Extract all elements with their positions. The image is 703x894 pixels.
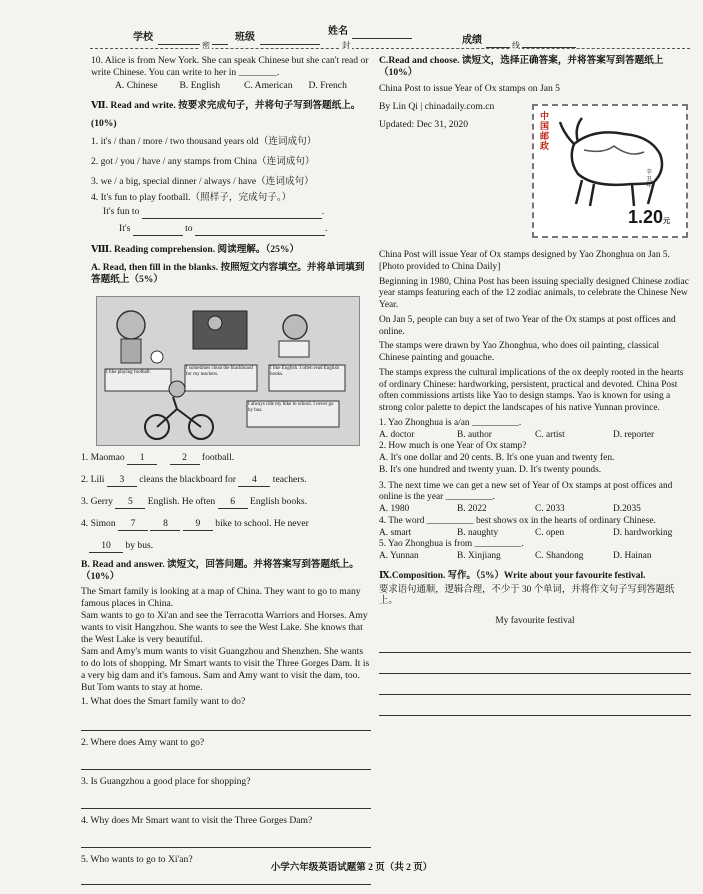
fun-prefix: It's fun to [103, 205, 140, 217]
comic-caption-1: I like playing football. [106, 370, 151, 375]
score-label: 成绩 [462, 35, 482, 46]
answer-line[interactable] [81, 833, 371, 848]
name-field[interactable] [352, 38, 412, 39]
answer-line[interactable] [81, 716, 371, 731]
article-paragraph: The stamps express the cultural implications of the ox deeply rooted in the hearts of ordinary Chinese: hardworking, persistent, practical and devoted. China Post often commissions artists like Yao to design stamps. Yao is known for using a strong color palette to depict the landscapes of his native Yunnan province. [379, 367, 684, 413]
article-updated: Updated: Dec 31, 2020 [379, 118, 468, 130]
fill-item-mid: cleans the blackboard for [139, 473, 236, 485]
option[interactable]: C. Shandong [535, 551, 584, 561]
fill-item-1 [81, 452, 371, 465]
comic-illustration [96, 296, 360, 446]
fill-item-post: English books. [250, 495, 308, 507]
blank-4[interactable]: 4 [238, 474, 270, 487]
option[interactable]: D. reporter [613, 429, 655, 440]
fill-item-4 [81, 518, 371, 531]
fill-item-post: bike to school. He never [215, 517, 309, 529]
seal-char-2: 封 [342, 41, 350, 50]
blank-2[interactable]: 2 [170, 452, 200, 465]
passage-paragraph: Sam wants to go to Xi'an and see the Terracotta Warriors and Horses. Amy wants to visit Hangzhou. She wants to see the West Lake. She knows that the West Lake is very beautiful. [81, 609, 368, 645]
page-footer: 小学六年级英语试题第 2 页（共 2 页） [270, 863, 433, 873]
composition-line[interactable] [379, 638, 691, 653]
blank-10[interactable]: 10 [89, 540, 123, 553]
fill-item-pre: 3. Gerry [81, 495, 113, 507]
mc-question-2: 2. How much is one Year of Ox stamp? [379, 441, 527, 452]
stamp-name: 辛丑年 [646, 170, 653, 190]
blank-5[interactable]: 5 [115, 496, 145, 509]
blank-3[interactable]: 3 [107, 474, 137, 487]
mc-question-4: 4. The word __________ best shows ox in the hearts of ordinary Chinese. [379, 515, 656, 526]
class-label: 班级 [235, 32, 255, 43]
comic-caption-3: I like English. I often read English books. [270, 366, 340, 377]
option[interactable]: D. French [308, 79, 347, 91]
option[interactable]: A. smart [379, 527, 412, 538]
answer-line[interactable] [81, 794, 371, 809]
option[interactable]: B. 2022 [457, 504, 487, 514]
question: 2. Where does Amy want to go? [81, 736, 205, 748]
left-column [91, 55, 373, 286]
fill-blanks [81, 452, 371, 887]
answer-line[interactable] [81, 755, 371, 770]
mc-options-2a[interactable]: A. It's one dollar and 20 cents. B. It's one yuan and twenty fen. [379, 453, 615, 463]
option[interactable]: B. author [457, 429, 492, 440]
question: 3. Is Guangzhou a good place for shopping? [81, 775, 251, 787]
stamp-price-unit: 元 [663, 218, 671, 225]
question-10: 10. Alice is from New York. She can speak Chinese but she can't read or write Chinese. You can write to her in ________. [91, 55, 369, 78]
section-b-title: B. Read and answer. 读短文，回答问题。并将答案写到答题纸上。（10%） [81, 558, 359, 582]
option[interactable]: C. 2033 [535, 504, 565, 514]
comic-caption-2: I sometimes clean the blackboard for my teachers. [186, 366, 253, 377]
passage-paragraph: The Smart family is looking at a map of China. They want to go to many famous places in China. [81, 585, 361, 609]
option[interactable]: C. open [535, 527, 565, 538]
comic-caption-4: I always ride my bike to school. I never go by bus. [248, 402, 334, 413]
section-9-title: Ⅸ.Composition. 写作。（5%）Write about your favourite festival. [379, 570, 646, 581]
seal-char-3: 线 [512, 41, 520, 50]
option[interactable]: C. artist [535, 429, 565, 440]
mc-question-3: 3. The next time we can get a new set of Year of Ox stamps at post offices and online is the year __________. [379, 480, 673, 503]
fun-answer-blank[interactable] [142, 206, 322, 219]
fill-item-2 [81, 474, 371, 487]
ox-stamp-image [532, 104, 688, 238]
seal-line [90, 41, 690, 52]
ox-drawing [554, 114, 678, 212]
section-7-item: 1. it's / than / more / two thousand years old（连词成句） [91, 135, 317, 147]
section-7-item: 3. we / a big, special dinner / always / have（连词成句） [91, 175, 314, 187]
option[interactable]: D.2035 [613, 504, 641, 514]
option[interactable]: A. Chinese [115, 79, 158, 91]
stamp-price-value: 1.20 [628, 207, 664, 227]
option[interactable]: A. 1980 [379, 504, 410, 514]
mc-options-5 [379, 551, 691, 563]
blank-6[interactable]: 6 [218, 496, 248, 509]
article-body [379, 250, 691, 718]
its-to: to [185, 222, 193, 234]
question: 5. Who wants to go to Xi'an? [81, 853, 193, 865]
school-label: 学校 [133, 32, 153, 43]
its-blank-1[interactable] [133, 223, 183, 236]
section-8-title: Ⅷ. Reading comprehension. 阅读理解。（25%） [91, 243, 300, 255]
composition-line[interactable] [379, 680, 691, 695]
article-paragraph: China Post will issue Year of Ox stamps designed by Yao Zhonghua on Jan 5. [Photo provided to China Daily] [379, 250, 670, 272]
fill-item-post: by bus. [125, 539, 154, 551]
question: 4. Why does Mr Smart want to visit the Three Gorges Dam? [81, 814, 313, 826]
fill-item-post: football. [201, 452, 235, 463]
fill-item-pre: 1. Maomao [81, 452, 125, 463]
fill-item-5 [81, 540, 371, 553]
passage-paragraph: Sam and Amy's mum wants to visit Guangzhou and Shenzhen. She wants to do lots of shopping. Mr Smart wants to visit the Three Gorges Dam. It is a very big dam and it's famous. Sam and Amy want to visit the dam, too. But Tom wants to stay at home. [81, 645, 370, 693]
section-7-item: 4. It's fun to play football.（照样子，完成句子。） [91, 191, 292, 203]
option[interactable]: C. American [244, 79, 293, 91]
mc-question-5: 5. Yao Zhonghua is from __________. [379, 539, 524, 550]
fill-item-post: teachers. [272, 473, 307, 485]
composition-line[interactable] [379, 659, 691, 674]
article-byline: By Lin Qi | chinadaily.com.cn [379, 100, 495, 112]
fill-item-pre: 4. Simon [81, 517, 116, 529]
section-7-title: Ⅶ. Read and write. 按要求完成句子，并将句子写到答题纸上。 [91, 99, 361, 111]
stamp-price [628, 206, 670, 229]
article-paragraph: Beginning in 1980, China Post has been issuing specially designed Chinese zodiac year stamps featuring each of the 12 zodiac animals, to celebrate the Chinese New Year. [379, 276, 689, 310]
seal-char-1: 密 [202, 41, 210, 50]
article-paragraph: On Jan 5, people can buy a set of two Year of the Ox stamps at post offices and online. [379, 314, 676, 337]
option[interactable]: A. doctor [379, 429, 415, 440]
fill-item-pre: 2. Lili [81, 473, 105, 485]
fill-item-mid: English. He often [147, 495, 216, 507]
option[interactable]: B. English [179, 79, 221, 91]
section-c-title: C.Read and choose. 读短文，选择正确答案，并将答案写到答题纸上（10%） [379, 55, 664, 78]
its-sentence: It's to . [119, 222, 328, 234]
mc-options-4 [379, 528, 691, 540]
section-a-title: A. Read, then fill in the blanks. 按照短文内容填空。并将单词填到答题纸上（5%） [91, 261, 365, 285]
stamp-country: 中国邮政 [540, 111, 550, 151]
option[interactable]: B. naughty [457, 527, 499, 538]
article-headline: China Post to issue Year of Ox stamps on Jan 5 [379, 82, 560, 94]
section-9-requirements: 要求语句通顺，逻辑合理，不少于 30 个单词，并将作文句子写到答题纸上。 [379, 584, 675, 607]
fill-item-3 [81, 496, 371, 509]
blank-9[interactable]: 9 [183, 518, 213, 531]
option[interactable]: A. Yunnan [379, 551, 419, 561]
name-label: 姓名 [328, 26, 348, 37]
its-blank-2[interactable] [195, 223, 325, 236]
option[interactable]: D. hardworking [613, 527, 673, 538]
question: 1. What does the Smart family want to do? [81, 695, 246, 707]
composition-line[interactable] [379, 701, 691, 716]
mc-options-3 [379, 504, 691, 516]
mc-question-1: 1. Yao Zhonghua is a/an __________. [379, 417, 522, 428]
question-10-options [91, 80, 373, 92]
blank-8[interactable]: 8 [150, 518, 180, 531]
its-prefix: It's [119, 222, 131, 234]
option[interactable]: D. Hainan [613, 551, 652, 561]
section-7-item: 2. got / you / have / any stamps from China（连词成句） [91, 155, 315, 167]
fun-sentence: It's fun to . [103, 205, 325, 217]
option[interactable]: B. Xinjiang [457, 551, 501, 561]
section-7-points: (10%) [91, 117, 117, 129]
blank-1[interactable]: 1 [127, 452, 157, 465]
composition-title: My favourite festival [495, 616, 575, 626]
blank-7[interactable]: 7 [118, 518, 148, 531]
mc-options-1 [379, 430, 691, 442]
mc-options-2b[interactable]: B. It's one hundred and twenty yuan. D. It's twenty pounds. [379, 464, 602, 475]
article-paragraph: The stamps were drawn by Yao Zhonghua, who does oil painting, classical Chinese painting and gouache. [379, 341, 660, 363]
